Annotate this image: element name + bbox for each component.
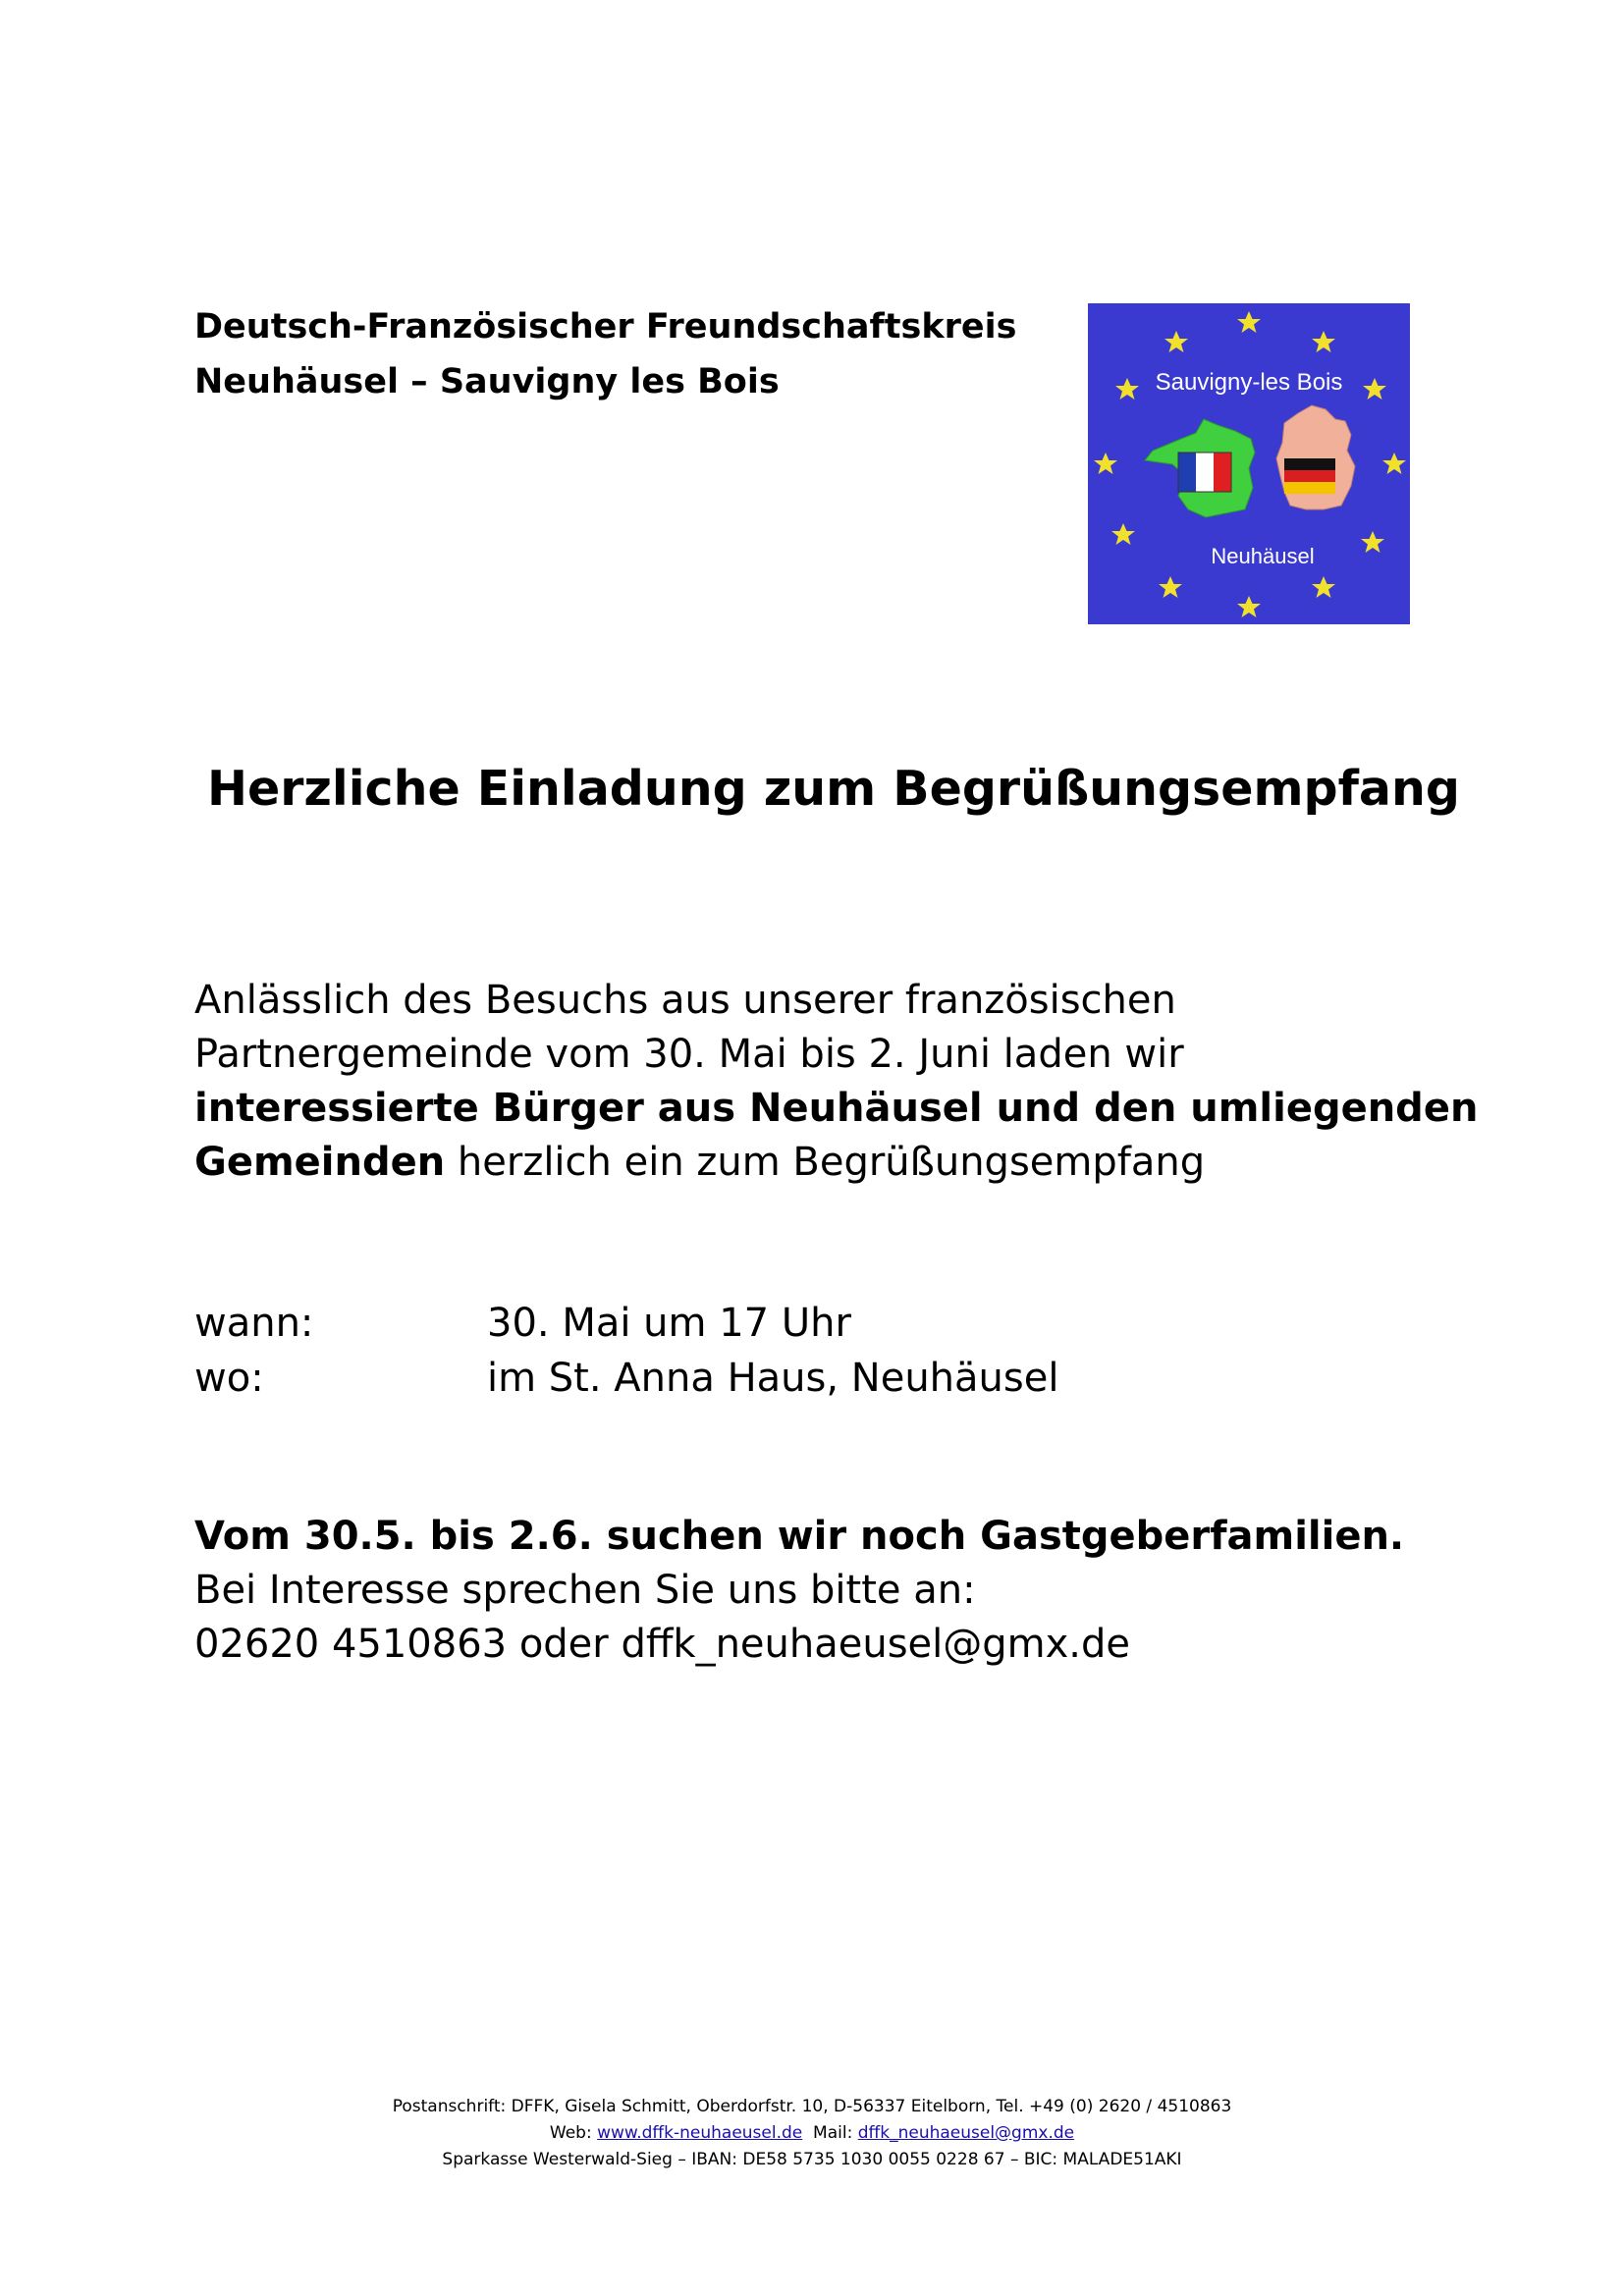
where-row: [194, 1351, 1058, 1406]
footer-mail-label: Mail:: [802, 2123, 858, 2143]
footer: [0, 2094, 1624, 2173]
partnership-logo: [1088, 303, 1410, 624]
organization-header: [194, 299, 1016, 409]
intro-line-4: [194, 1136, 1478, 1190]
logo-bottom-label: Neuhäusel: [1211, 544, 1315, 568]
when-row: [194, 1296, 1058, 1351]
host-families-headline: Vom 30.5. bis 2.6. suchen wir noch Gastgeberfamilien.: [194, 1514, 1405, 1559]
footer-bank: Sparkasse Westerwald-Sieg – IBAN: DE58 5735 1030 0055 0228 67 – BIC: MALADE51AKI: [442, 2150, 1182, 2169]
intro-audience: interessierte Bürger aus Neuhäusel und den umliegenden: [194, 1086, 1479, 1131]
when-value: 30. Mai um 17 Uhr: [487, 1301, 851, 1346]
host-families-contact: 02620 4510863 oder dffk_neuhaeusel@gmx.de: [194, 1622, 1131, 1667]
event-details: [194, 1296, 1058, 1406]
host-families-contact-prompt: Bei Interesse sprechen Sie uns bitte an:: [194, 1568, 976, 1613]
when-label: wann:: [194, 1301, 314, 1346]
german-flag: [1284, 458, 1335, 494]
germany-map: [1276, 405, 1355, 509]
footer-web-label: Web:: [549, 2123, 598, 2143]
where-label: wo:: [194, 1356, 264, 1401]
french-flag: [1178, 453, 1231, 492]
logo-top-label: Sauvigny-les Bois: [1155, 369, 1343, 396]
intro-invitation-text: herzlich ein zum Begrüßungsempfang: [445, 1140, 1206, 1185]
intro-line-1: Anlässlich des Besuchs aus unserer französischen: [194, 978, 1176, 1023]
footer-mail-link[interactable]: dffk_neuhaeusel@gmx.de: [857, 2123, 1075, 2143]
where-value: im St. Anna Haus, Neuhäusel: [487, 1356, 1059, 1401]
invitation-intro: [194, 974, 1478, 1190]
organization-towns: Neuhäusel – Sauvigny les Bois: [194, 362, 780, 401]
intro-line-3: [194, 1082, 1478, 1136]
organization-name: Deutsch-Französischer Freundschaftskreis: [194, 307, 1017, 347]
host-families-section: [194, 1510, 1404, 1672]
footer-web-link[interactable]: www.dffk-neuhaeusel.de: [597, 2123, 803, 2143]
intro-line-2: Partnergemeinde vom 30. Mai bis 2. Juni laden wir: [194, 1032, 1184, 1077]
intro-communities: Gemeinden: [194, 1140, 446, 1185]
footer-contact: [0, 2120, 1624, 2147]
footer-address: Postanschrift: DFFK, Gisela Schmitt, Oberdorfstr. 10, D-56337 Eitelborn, Tel. +49 (0) 2620 / 4510863: [392, 2097, 1232, 2116]
invitation-title: Herzliche Einladung zum Begrüßungsempfang: [207, 761, 1460, 817]
